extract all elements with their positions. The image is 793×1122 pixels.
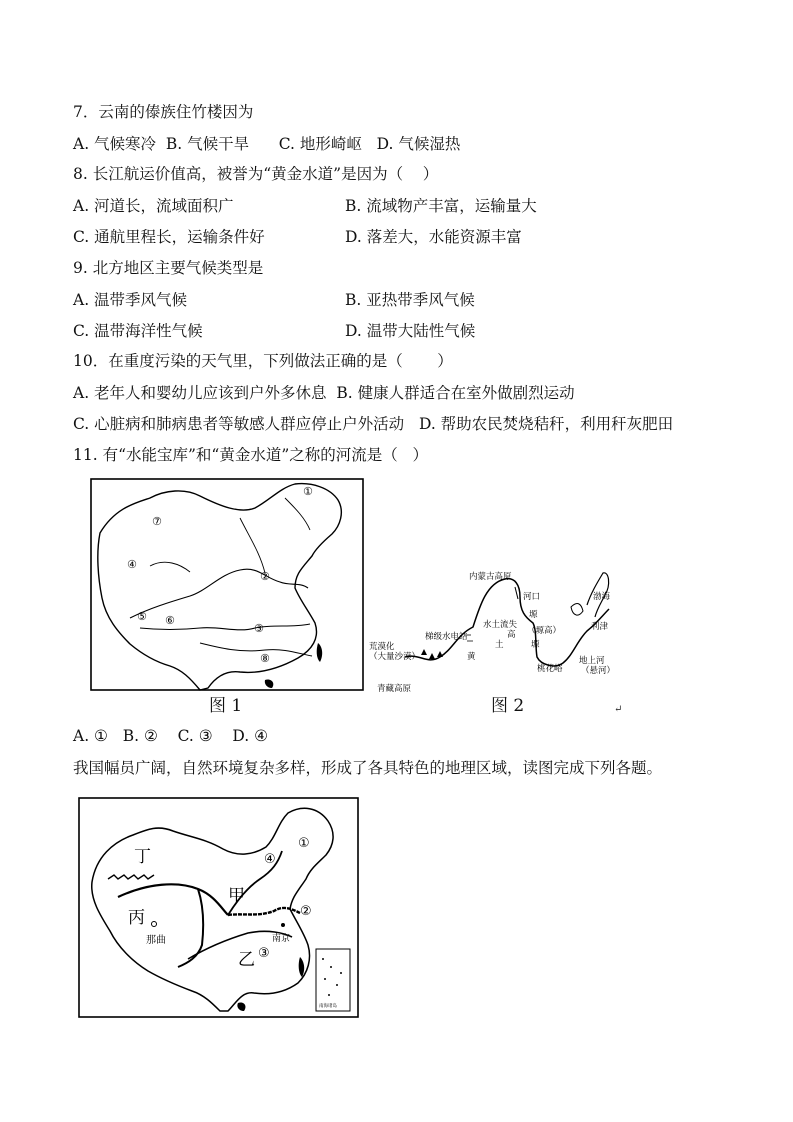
q8-stem: 8. 长江航运价值高，被誉为“黄金水道”是因为（ ）: [73, 165, 439, 183]
fig2-label-hekou: 河口: [523, 592, 541, 602]
q10-options-line1: A. 老年人和婴幼儿应该到户外多休息 B. 健康人群适合在室外做剧烈运动: [73, 384, 575, 402]
q8-option-d: D. 落差大，水能资源丰富: [345, 228, 522, 246]
section-intro: 我国幅员广阔，自然环境复杂多样，形成了各具特色的地理区域，读图完成下列各题。: [73, 759, 663, 777]
q8-option-a: A. 河道长，流域面积广: [73, 197, 234, 215]
fig2-label-soil-erosion: 水土流失: [483, 620, 518, 630]
fig1-label-3: ③: [254, 622, 264, 635]
fig2-label-inner-mongolia: 内蒙古高原: [469, 572, 512, 582]
fig3-inset-label: 南海诸岛: [319, 1004, 337, 1009]
fig2-label-lijin: 利津: [591, 622, 609, 632]
fig2-label-dishang-b: （悬河）: [581, 666, 616, 676]
fig1-label-8: ⑧: [260, 652, 270, 665]
fig2-label-huang: 黄: [467, 652, 476, 662]
fig2-label-hydro: 梯级水电站: [425, 632, 468, 642]
q9-option-d: D. 温带大陆性气候: [345, 322, 476, 340]
q9-option-b: B. 亚热带季风气候: [345, 291, 475, 309]
fig2-label-gaoyuan: 高: [507, 630, 516, 640]
q9-option-c: C. 温带海洋性气候: [73, 322, 203, 340]
fig1-label-2: ②: [260, 570, 270, 583]
fig3-region-ding: 丁: [134, 847, 151, 867]
q11-options: A. ① B. ② C. ③ D. ④: [73, 727, 268, 745]
return-mark: ↵: [614, 704, 623, 715]
fig2-label-desert-a: 荒漠化: [369, 642, 395, 652]
fig3-region-yi: 乙: [238, 950, 255, 970]
fig3-number-3: ③: [258, 946, 270, 961]
fig1-label-4: ④: [127, 558, 137, 571]
fig1-label-5: ⑤: [137, 610, 147, 623]
q7-options: A. 气候寒冷 B. 气候干旱 C. 地形崎岖 D. 气候湿热: [73, 135, 461, 153]
figure-3-region-map: [78, 797, 360, 1019]
q9-stem: 9. 北方地区主要气候类型是: [73, 259, 264, 277]
figure-1-map: [90, 478, 365, 693]
q7-stem: 7．云南的傣族住竹楼因为: [73, 103, 254, 121]
fig2-label-yuan2: 塬: [531, 640, 540, 650]
fig3-region-jia: 甲: [228, 886, 245, 906]
fig2-label-taohuayu: 桃花峪: [537, 664, 563, 674]
fig2-label-tu: 土: [495, 640, 504, 650]
fig2-label-bohai: 渤海: [593, 592, 611, 602]
fig3-number-4: ④: [264, 852, 276, 867]
fig2-label-desert-b: （大量沙漠）: [369, 652, 421, 662]
q11-stem: 11. 有“水能宝库”和“黄金水道”之称的河流是（ ）: [73, 446, 429, 464]
q10-options-line2: C. 心脏病和肺病患者等敏感人群应停止户外活动 D. 帮助农民焚烧秸秆，利用秆灰肥田: [73, 415, 674, 433]
fig2-label-yuan: 塬: [529, 610, 538, 620]
figure-2-caption: 图 2: [491, 696, 525, 716]
fig2-label-gao: （塬高）: [527, 626, 562, 636]
q8-option-c: C. 通航里程长，运输条件好: [73, 228, 265, 246]
fig3-number-1: ①: [298, 836, 310, 851]
figure-1-caption: 图 1: [209, 696, 243, 716]
fig2-label-dishang-a: 地上河: [579, 656, 605, 666]
fig1-label-7: ⑦: [152, 515, 162, 528]
fig3-city-nanjing: 南京: [272, 934, 291, 944]
fig1-label-6: ⑥: [165, 614, 175, 627]
q10-stem: 10．在重度污染的天气里，下列做法正确的是（ ）: [73, 352, 453, 370]
fig1-label-1: ①: [303, 485, 313, 498]
fig3-region-bing: 丙: [128, 908, 145, 928]
figure-2-diagram: [365, 565, 625, 695]
q8-option-b: B. 流域物产丰富，运输量大: [345, 197, 537, 215]
fig2-label-qinghai: 青藏高原: [377, 684, 412, 694]
q9-option-a: A. 温带季风气候: [73, 291, 188, 309]
fig3-city-naqu: 那曲: [146, 935, 166, 946]
fig3-number-2: ②: [300, 904, 312, 919]
